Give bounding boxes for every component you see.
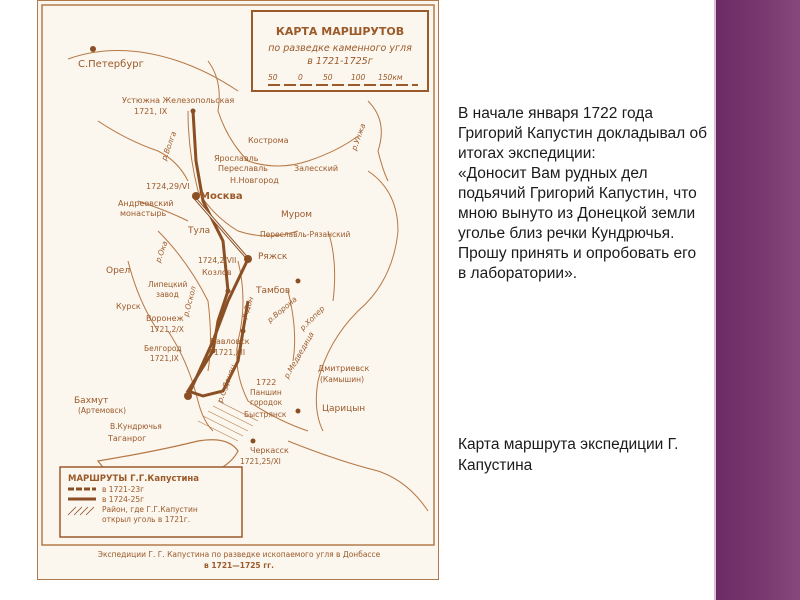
label-pavlovsk: Павловск xyxy=(210,337,250,346)
label-kundryuchya: В.Кундрючья xyxy=(110,422,162,431)
expedition-map xyxy=(37,0,439,580)
label-voronezh-date: 1721,2/X xyxy=(150,325,184,334)
map-years: в 1721-1725г xyxy=(307,56,373,67)
label-lipetsk-2: завод xyxy=(156,290,179,299)
label-taganrog: Таганрог xyxy=(108,434,147,443)
label-st-petersburg: С.Петербург xyxy=(78,59,144,70)
legend-item-3b: открыл уголь в 1721г. xyxy=(102,515,191,524)
label-moskva: Москва xyxy=(200,191,243,202)
map-legend xyxy=(60,467,242,537)
label-ryazhsk: Ряжск xyxy=(258,252,288,262)
label-bakhmut: Бахмут xyxy=(74,396,109,406)
map-subtitle: по разведке каменного угля xyxy=(268,43,412,54)
label-oskol: р.Оскол xyxy=(181,285,198,318)
label-ustyuzhna: Устюжна Железопольская xyxy=(122,96,235,105)
scale-50b: 50 xyxy=(323,73,333,82)
label-n-novgorod: Н.Новгород xyxy=(230,176,279,185)
label-lipetsk-1: Липецкий xyxy=(148,280,188,289)
side-band-rim xyxy=(714,0,716,600)
legend-title: МАРШРУТЫ Г.Г.Капустина xyxy=(68,474,200,484)
label-andreev-2: монастырь xyxy=(120,209,167,218)
label-dmitrievsk: Дмитриевск xyxy=(318,364,370,373)
label-orel: Орел xyxy=(106,266,131,276)
label-pereslavl: Переславль xyxy=(218,164,268,173)
intro-paragraph: В начале января 1722 года Григорий Капустин докладывал об итогах экспедиции: xyxy=(458,105,707,162)
label-andreev-1: Андреевский xyxy=(118,199,174,208)
label-voronezh: Воронеж xyxy=(146,314,184,323)
label-moskva-date: 1724,29/VI xyxy=(146,182,190,191)
scale-100: 100 xyxy=(351,73,366,82)
slide-body-text xyxy=(458,104,708,284)
label-kamyshin: (Камышин) xyxy=(320,375,364,384)
label-year-1722: 1722 xyxy=(256,378,277,387)
label-pereslavl-ryazansky: Переславль-Рязанский xyxy=(260,230,351,239)
label-artemovsk: (Артемовск) xyxy=(78,406,127,415)
label-murom: Муром xyxy=(281,210,313,220)
map-drawing xyxy=(38,1,440,581)
quote-paragraph: «Доносит Вам рудных дел подьячий Григорий Капустин, что мною вынуто из Донецкой земли уголье близ речки Кундрючья. Прошу принять и опробовать его в лаборатории». xyxy=(458,165,697,282)
label-cherkassk-date: 1721,25/XI xyxy=(240,457,281,466)
label-tambov: Тамбов xyxy=(256,286,291,296)
scale-150: 150км xyxy=(378,73,403,82)
label-yaroslavl: Ярославль xyxy=(214,154,259,163)
label-belgorod: Белгород xyxy=(144,344,182,353)
label-tsaritsyn: Царицын xyxy=(322,404,366,414)
label-panshin-1: Паншин xyxy=(250,388,282,397)
label-medveditsa: р.Медведица xyxy=(281,330,316,380)
label-kozlov-date: 1724,2/VII xyxy=(198,256,237,265)
label-pavlovsk-date: 1721,XII xyxy=(214,348,246,357)
map-footer-line1: Экспедиции Г. Г. Капустина по разведке ископаемого угля в Донбассе xyxy=(97,550,381,559)
label-s-donets: р.С.Донец xyxy=(215,363,238,404)
label-kostroma: Кострома xyxy=(248,136,289,145)
label-kozlov: Козлов xyxy=(202,268,232,277)
label-volga: р.Волга xyxy=(159,130,179,162)
label-bystryansk: Быстрянск xyxy=(244,410,287,419)
label-kursk: Курск xyxy=(116,302,141,311)
map-title-box xyxy=(252,11,428,91)
label-belgorod-date: 1721,IX xyxy=(150,354,179,363)
label-vorona: р.Ворона xyxy=(265,294,299,325)
coastal-hatching xyxy=(198,401,258,441)
decorative-side-band xyxy=(714,0,800,600)
map-title: КАРТА МАРШРУТОВ xyxy=(275,25,405,38)
label-zalessky: Залесский xyxy=(294,164,339,173)
label-panshin-2: городок xyxy=(250,398,283,407)
label-oka: р.Ока xyxy=(153,239,170,264)
label-khoper: р.Хопер xyxy=(298,304,327,333)
label-ustyuzhna-date: 1721, IX xyxy=(134,107,168,116)
label-unzha: р.Унжа xyxy=(349,122,368,152)
scale-0: 0 xyxy=(298,73,303,82)
legend-item-2: в 1724-25г xyxy=(102,495,145,504)
map-caption: Карта маршрута экспедиции Г. Капустина xyxy=(458,436,679,474)
legend-item-3a: Район, где Г.Г.Капустин xyxy=(102,505,198,514)
scale-50a: 50 xyxy=(268,73,278,82)
legend-item-1: в 1721-23г xyxy=(102,485,145,494)
label-tula: Тула xyxy=(188,226,211,236)
map-footer-line2: в 1721—1725 гг. xyxy=(204,561,274,570)
label-don: р.Дон xyxy=(239,295,256,320)
label-cherkassk: Черкасск xyxy=(250,446,289,455)
